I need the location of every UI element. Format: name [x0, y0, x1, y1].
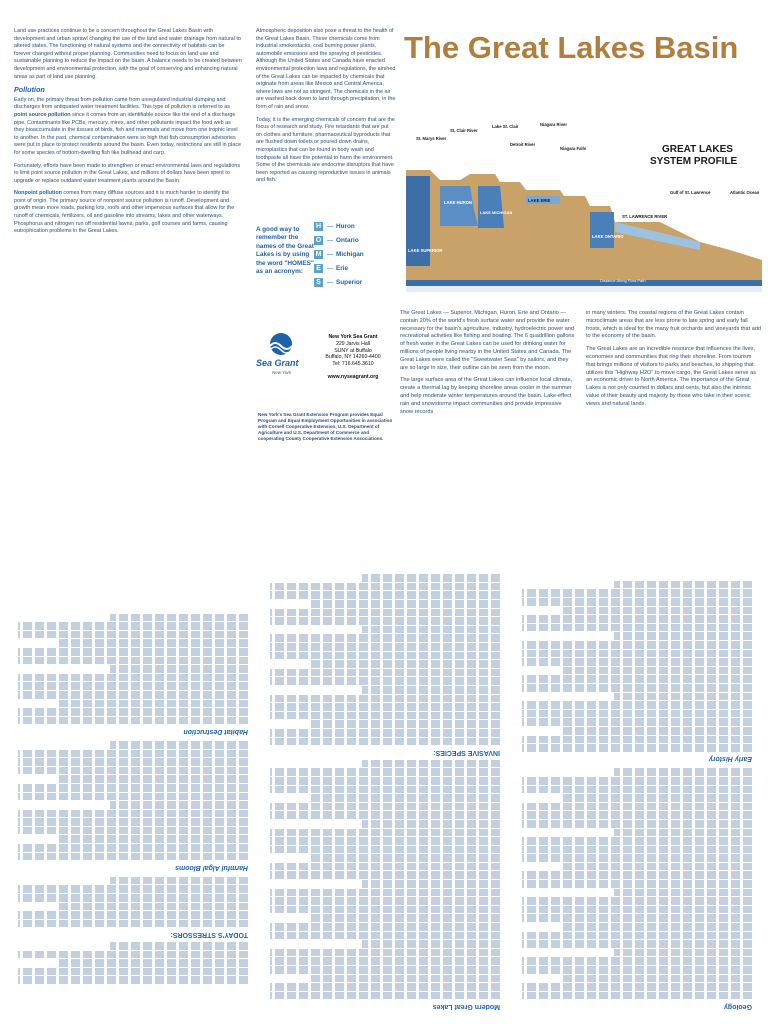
- illegible-text: [270, 583, 500, 591]
- illegible-text: [270, 872, 500, 880]
- label-st-lawrence-river: ST. LAWRENCE RIVER: [622, 214, 668, 219]
- label-lake-st-clair: Lake St. Clair: [492, 124, 519, 129]
- illegible-text: [522, 820, 752, 828]
- illegible-text: [522, 940, 752, 948]
- illegible-text: [522, 777, 752, 785]
- homes-intro: A good way to remember the names of the Great Lakes is by using the word "HOMES" as an acronym:: [256, 226, 314, 276]
- pollution-text: Early on, the primary threat from pollution came from unregulated industrial dumping and discharges from antiquated water treatment facilities. This type of pollution is referred to as: [14, 96, 230, 111]
- illegible-text: [18, 827, 248, 835]
- illegible-text: [18, 758, 248, 766]
- illegible-text: [522, 803, 752, 811]
- illegible-text: [18, 784, 248, 792]
- system-profile-diagram: [400, 110, 768, 300]
- illegible-text: [59, 775, 248, 783]
- illegible-text: [270, 863, 500, 871]
- illegible-text: [270, 829, 500, 837]
- illegible-text: [614, 768, 752, 776]
- modern-lakes-column: [270, 502, 500, 1024]
- illegible-text: [270, 949, 500, 957]
- illegible-text: [563, 794, 752, 802]
- illegible-text: [522, 914, 752, 922]
- invasive-species-heading: INVASIVE SPECIES:: [433, 748, 500, 756]
- dash: —: [327, 265, 333, 272]
- pollution-text-2: since it comes from an identifiable source like the end of a discharge pipe. Contaminants like PCBs, mercury, mirex, and other pollutants impact the food web as they bioaccumulate in the tissues of birds, fish and mammals and move from one trophic level to another. In the past, chemical contamination were so high that fish consumption advisories were put in place to protect residents around the basin. Even today, restrictions are still in place for some species of bottom-dwelling fish like bullhead and carp.: [14, 111, 242, 156]
- illegible-text: [270, 729, 500, 737]
- illegible-text: [270, 983, 500, 991]
- panel-top-right: [400, 0, 768, 512]
- intro-paragraph-1: The Great Lakes — Superior, Michigan, Huron, Erie and Ontario — contain 20% of the world's fresh surface water and provide the water necessary for the basin's agriculture, industry, hydroelectric power and recreational activities like fishing and boating. The 6 quadrillion gallons of fresh water in the Great Lakes can be used for drinking water for millions of people living nearby in the United States and Canada. The Great Lakes were called the "Sweetwater Seas" by sailors, and they are so large in size, their outline can be seen from the moon.: [400, 310, 575, 371]
- illegible-text: [18, 657, 248, 665]
- illegible-text: [110, 665, 248, 673]
- illegible-text: [614, 829, 752, 837]
- intro-paragraph-2: The large surface area of the Great Lakes can influence local climate, create a thermal lag by keeping shoreline areas cooler in the summer and help moderate winter temperatures around the basin. Lake-effect rain and snowstorms impact communities and provide impressive snow records: [400, 377, 573, 415]
- pollution-heading: Pollution: [14, 85, 45, 95]
- illegible-text: [18, 674, 248, 682]
- illegible-text: [18, 631, 248, 639]
- atmospheric-paragraph: Atmospheric deposition also pose a threat to the health of the Great Lakes Basin. These chemicals come from industrial smokestacks, coal burning power plants, automobile emissions and the spraying of pesticides. Although the United States and Canada have enacted environmental protection laws and regulations, the airshed of the Great Lakes can be impacted by chemicals that originate from areas like Mexico and Central America, where laws are not as stringent. The chemicals in the air are washed back down to land through precipitation, in the form of rain and snow.: [256, 28, 396, 110]
- label-lake-erie: LAKE ERIE: [528, 198, 551, 203]
- habitat-destruction-heading: Habitat Destruction: [183, 727, 248, 735]
- illegible-text: [522, 786, 752, 794]
- label-lake-huron: LAKE HURON: [444, 200, 472, 205]
- illegible-text: [522, 983, 752, 991]
- illegible-text: [522, 615, 752, 623]
- illegible-text: [563, 975, 752, 983]
- illegible-text: [18, 976, 248, 984]
- page-title: The Great Lakes Basin: [404, 30, 739, 65]
- illegible-text: [18, 968, 248, 976]
- illegible-text: [18, 920, 248, 928]
- illegible-text: [614, 889, 752, 897]
- label-niagara-river: Niagara River: [540, 122, 567, 127]
- illegible-text: [59, 836, 248, 844]
- illegible-text: [311, 914, 500, 922]
- illegible-text: [270, 652, 500, 660]
- illegible-text: [522, 880, 752, 888]
- illegible-text: [270, 803, 500, 811]
- illegible-text: [270, 897, 500, 905]
- illegible-text: [270, 703, 500, 711]
- illegible-text: [110, 877, 248, 885]
- illegible-text: [270, 634, 500, 642]
- homes-lake-name: Ontario: [336, 237, 359, 244]
- distance-scale: [406, 286, 762, 292]
- nonpoint-paragraph: [14, 190, 242, 236]
- illegible-text: [18, 691, 248, 699]
- sea-grant-logo: [258, 330, 304, 382]
- illegible-text: [522, 854, 752, 862]
- illegible-text: [18, 818, 248, 826]
- illegible-text: [59, 700, 248, 708]
- early-history-heading: Early History: [708, 755, 752, 763]
- illegible-text: [270, 837, 500, 845]
- homes-lake-name: Superior: [336, 279, 363, 286]
- illegible-text: [522, 897, 752, 905]
- homes-item: [314, 264, 398, 273]
- illegible-text: [563, 607, 752, 615]
- illegible-text: [522, 811, 752, 819]
- illegible-text: [110, 741, 248, 749]
- geology-column: [522, 502, 752, 1024]
- label-lake-michigan: LAKE MICHIGAN: [480, 210, 513, 215]
- label-lake-ontario: LAKE ONTARIO: [592, 234, 624, 239]
- illegible-text: [311, 600, 500, 608]
- homes-item: [314, 222, 398, 231]
- illegible-text: [270, 889, 500, 897]
- illegible-text: [18, 810, 248, 818]
- illegible-text: [18, 793, 248, 801]
- harmful-algal-blooms-heading: Harmful Algal Blooms: [175, 863, 248, 871]
- lake-michigan-shape: [478, 186, 504, 228]
- illegible-text: [311, 794, 500, 802]
- illegible-text: [270, 932, 500, 940]
- illegible-text: [522, 932, 752, 940]
- illegible-text: [311, 720, 500, 728]
- geology-heading: Geology: [723, 1003, 752, 1010]
- illegible-text: [522, 624, 752, 632]
- illegible-text: [270, 906, 500, 914]
- illegible-text: [270, 738, 500, 746]
- illegible-text: [270, 617, 500, 625]
- illegible-text: [522, 718, 752, 726]
- address-line: New York Sea Grant: [328, 334, 378, 340]
- website-link[interactable]: www.nyseagrant.org: [327, 373, 379, 380]
- illegible-text: [18, 951, 248, 959]
- illegible-text: [362, 626, 500, 634]
- illegible-text: [522, 846, 752, 854]
- illegible-text: [311, 975, 500, 983]
- illegible-text: [18, 885, 248, 893]
- distance-caption: Distance Along Flow Path: [600, 278, 646, 283]
- illegible-text: [270, 768, 500, 776]
- homes-acronym-list: [314, 222, 398, 292]
- illegible-text: [522, 658, 752, 666]
- illegible-text: [311, 854, 500, 862]
- point-source-term: point source pollution: [14, 111, 71, 118]
- homes-lake-name: Michigan: [336, 251, 364, 258]
- intro-paragraph-3: in many winters. The coastal regions of the Great Lakes contain microclimate areas that are less prone to late spring and early fall frosts, which is ideal for the many fruit orchards and vineyards that add to the economy of the basin.: [586, 310, 762, 340]
- illegible-text: [522, 650, 752, 658]
- equal-opportunity-notice: New York's Sea Grant Extension Program provides Equal Program and Equal Employment Opportunities in association with Cornell Cooperative Extension, U.S. Department of Agriculture and U.S. Department of Commerce and cooperating County Cooperative Extension Associations.: [258, 412, 393, 441]
- illegible-text: [522, 872, 752, 880]
- regulation-paragraph: Fortunately, efforts have been made to strengthen or enact environmental laws and regulations to limit point source pollution in the Great Lakes, and millions of dollars have been spent to upgrade or replace outdated water treatment plants around the Basin.: [14, 162, 241, 184]
- illegible-text: [270, 609, 500, 617]
- illegible-text: [563, 727, 752, 735]
- illegible-text: [18, 682, 248, 690]
- illegible-text: [270, 777, 500, 785]
- illegible-text: [522, 906, 752, 914]
- illegible-text: [563, 923, 752, 931]
- homes-letter: E: [314, 264, 323, 273]
- homes-lake-name: Erie: [336, 265, 349, 272]
- illegible-text: [270, 811, 500, 819]
- address-block: [308, 334, 398, 381]
- illegible-text: [59, 903, 248, 911]
- illegible-text: [522, 992, 752, 1000]
- nonpoint-term: Nonpoint pollution: [14, 190, 62, 197]
- homes-letter: H: [315, 223, 322, 230]
- illegible-text: [362, 760, 500, 768]
- illegible-text: [270, 786, 500, 794]
- illegible-text: [522, 675, 752, 683]
- label-st-marys: St. Marys River: [416, 136, 447, 141]
- illegible-text: [270, 677, 500, 685]
- illegible-text: [18, 750, 248, 758]
- illegible-text: [270, 592, 500, 600]
- illegible-text: [270, 957, 500, 965]
- label-atlantic: Atlantic Ocean: [730, 190, 760, 195]
- illegible-text: [18, 717, 248, 725]
- dash: —: [327, 251, 333, 258]
- illegible-text: [270, 846, 500, 854]
- label-detroit: Detroit River: [510, 142, 536, 147]
- illegible-text: [362, 574, 500, 582]
- illegible-text: [522, 598, 752, 606]
- homes-letter: O: [315, 237, 322, 244]
- illegible-text: [614, 949, 752, 957]
- profile-title: GREAT LAKES: [662, 144, 733, 155]
- dash: —: [327, 223, 333, 230]
- illegible-text: [362, 940, 500, 948]
- illegible-text: [563, 863, 752, 871]
- illegible-text: [614, 693, 752, 701]
- illegible-text: [18, 767, 248, 775]
- logo-subtitle: New York: [272, 370, 292, 375]
- label-niagara-falls: Niagara Falls: [560, 146, 587, 151]
- homes-letter: M: [315, 251, 322, 258]
- illegible-text: [270, 992, 500, 1000]
- illegible-text: [18, 911, 248, 919]
- illegible-text: [522, 736, 752, 744]
- illegible-text: [270, 923, 500, 931]
- homes-item: [314, 250, 398, 259]
- address-line: Tel: 716.645.3610: [332, 361, 374, 368]
- panel-top-left: [0, 0, 256, 512]
- modern-great-lakes-heading: Modern Great Lakes: [432, 1003, 500, 1010]
- emerging-chemicals-paragraph: Today, it is the emerging chemicals of concern that are the focus of research and study. Fire retardants that are put on clothes and furniture, pharmaceutical byproducts that are flushed down toilets or poured down drains, microplastics that can be found in body wash and toothpaste all have the potential to harm the environment. Some of the chemicals are endocrine disruptors that have been reported as causing reproductive issues in animals and fish.: [256, 116, 395, 184]
- illegible-text: [522, 744, 752, 752]
- illegible-text: [270, 712, 500, 720]
- label-st-clair: St. Clair River: [450, 128, 478, 133]
- homes-lake-name: Huron: [336, 223, 355, 230]
- illegible-text: [522, 710, 752, 718]
- illegible-text: [270, 966, 500, 974]
- stressors-column: [18, 472, 248, 1024]
- illegible-text: [18, 894, 248, 902]
- label-gulf: Gulf of St. Lawrence: [670, 190, 711, 195]
- nonpoint-text: comes from many diffuse sources and it is much harder to identify the point of origin. The primary source of nonpoint source pollution is runoff. Development and growth mean more roads, parking lots, roofs and other impervious surfaces that allow for the runoff of chemicals, fertilizers, oil and gasoline into streams, lakes and other waterways. Phosphorus and nitrogen run off residential lawns, parks, golf courses and farms, causing eutrophication problems in the Great Lakes.: [14, 190, 235, 235]
- label-lake-superior: LAKE SUPERIOR: [408, 248, 443, 253]
- illegible-text: [270, 695, 500, 703]
- illegible-text: [362, 820, 500, 828]
- illegible-text: [270, 643, 500, 651]
- illegible-text: [110, 801, 248, 809]
- illegible-text: [614, 632, 752, 640]
- illegible-text: [311, 660, 500, 668]
- dash: —: [327, 279, 333, 286]
- illegible-text: [614, 581, 752, 589]
- illegible-text: [18, 853, 248, 861]
- logo-wordmark: Sea Grant: [256, 358, 299, 368]
- illegible-text: [59, 959, 248, 967]
- illegible-text: [110, 614, 248, 622]
- intro-paragraph-4: The Great Lakes are an incredible resource that influences the lives, economies and communities that ring their shoreline. From tourism that brings millions of visitors to parks and beaches, to shipping that utilizes this "Highway H2O" to move cargo, the Great Lakes serve as an economic driver to North America. The importance of the Great Lakes is not only counted in dollars and cents, but also the intrinsic value of their beauty and majesty by those who take in their scenic views and natural lands.: [586, 346, 756, 407]
- pollution-paragraph: [14, 97, 242, 158]
- illegible-text: [362, 686, 500, 694]
- illegible-text: [522, 684, 752, 692]
- illegible-text: [59, 639, 248, 647]
- homes-item: [314, 236, 398, 245]
- panel-top-middle: [256, 0, 400, 512]
- illegible-text: [522, 957, 752, 965]
- illegible-text: [270, 669, 500, 677]
- address-line: 229 Jarvis Hall: [335, 340, 371, 347]
- distance-bar: [406, 280, 762, 286]
- illegible-text: [18, 622, 248, 630]
- illegible-text: [522, 590, 752, 598]
- address-line: SUNY at Buffalo: [334, 347, 372, 354]
- illegible-text: [522, 966, 752, 974]
- rotated-back-panels: [0, 512, 768, 1024]
- illegible-text: [18, 648, 248, 656]
- illegible-text: [522, 837, 752, 845]
- illegible-text: [563, 667, 752, 675]
- illegible-text: [18, 844, 248, 852]
- profile-title: SYSTEM PROFILE: [650, 156, 738, 167]
- intro-column-left: [400, 310, 576, 416]
- illegible-text: [522, 641, 752, 649]
- address-line: Buffalo, NY 14260-4400: [325, 354, 381, 361]
- intro-column-right: [586, 310, 762, 409]
- homes-item: [314, 278, 398, 287]
- illegible-text: [522, 701, 752, 709]
- dash: —: [327, 237, 333, 244]
- homes-letter: S: [314, 278, 323, 287]
- illegible-text: [110, 942, 248, 950]
- illegible-text: [18, 708, 248, 716]
- lake-ontario-shape: [590, 212, 614, 248]
- illegible-text: [362, 880, 500, 888]
- land-use-paragraph: Land use practices continue to be a concern throughout the Great Lakes Basin with development and urban sprawl changing the use of the land and water drainage from natural to altered states. The functioning of natural systems and the connectivity of habitats can be forever changed without proper planning. Communities need to focus on land use and sustainable planning to reduce the impact on the basin. A balance needs to be created between development and environmental protection, with the goal of conserving and enhancing natural areas as part of land use planning.: [14, 28, 242, 80]
- todays-stressors-heading: TODAY'S STRESSORS:: [170, 931, 248, 939]
